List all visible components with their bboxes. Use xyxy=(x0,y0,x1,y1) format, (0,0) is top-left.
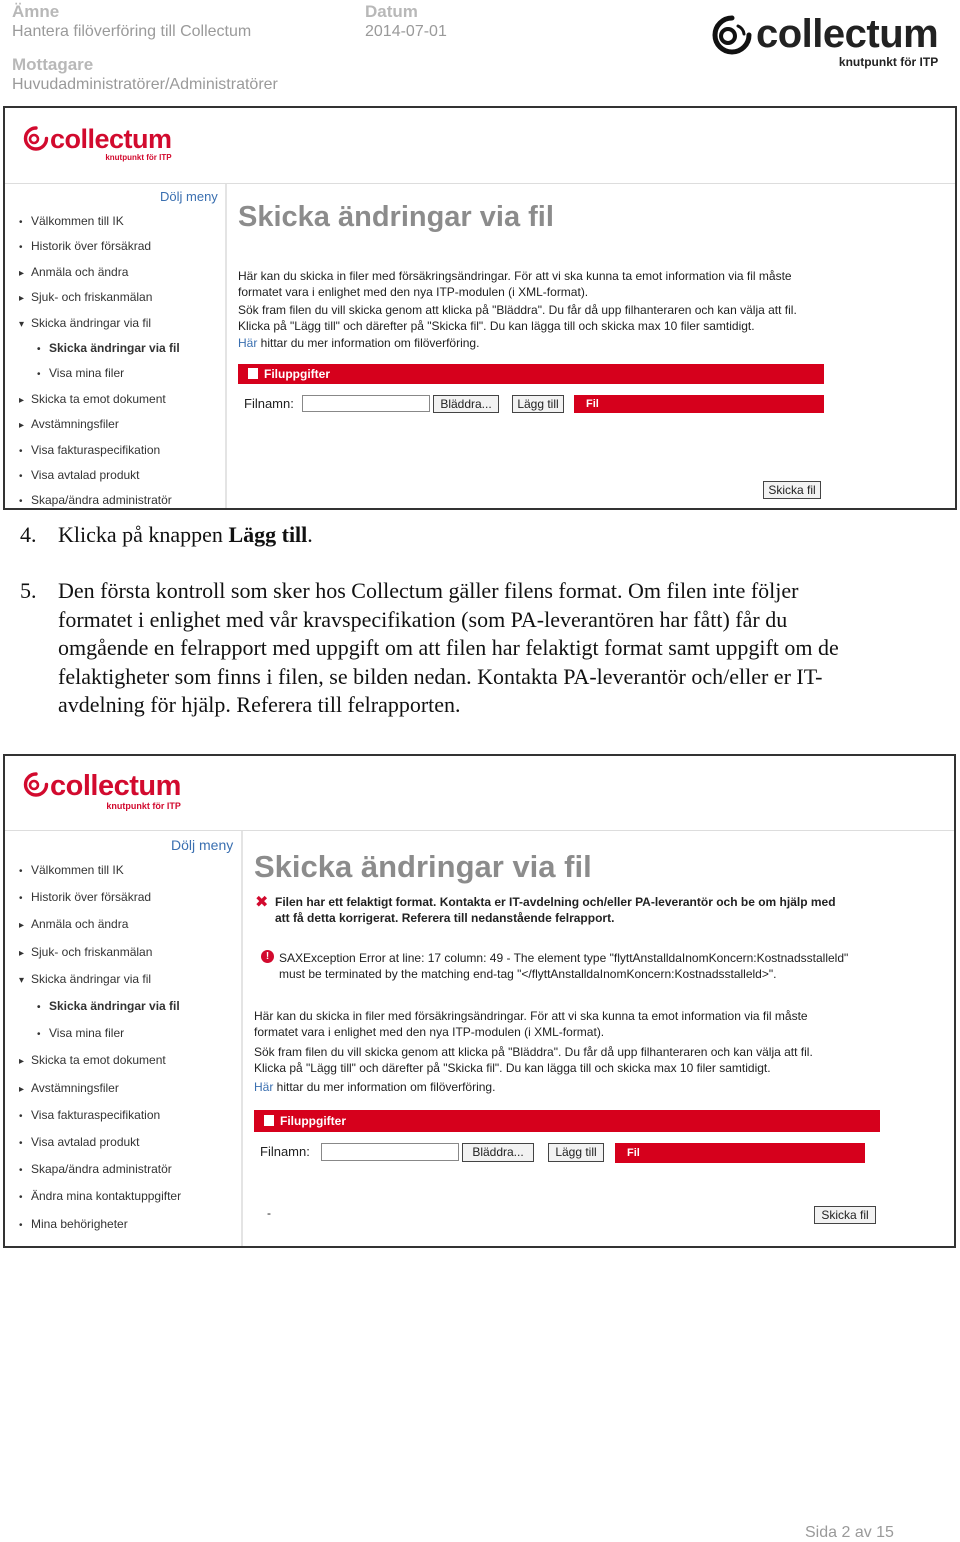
bullet-icon: • xyxy=(19,1110,23,1122)
caret-down-icon: ▾ xyxy=(19,974,25,986)
caret-right-icon: ▸ xyxy=(19,420,25,432)
sidebar-item[interactable] xyxy=(19,890,151,904)
warning-icon: ! xyxy=(261,950,274,963)
sidebar-item-label: Skicka ändringar via fil xyxy=(31,315,152,330)
caret-right-icon: ▸ xyxy=(19,920,25,932)
bullet-icon: • xyxy=(19,866,23,877)
sidebar-item[interactable] xyxy=(37,999,180,1013)
hide-menu-link[interactable]: Dölj meny xyxy=(171,837,234,853)
bullet-icon: • xyxy=(19,893,23,905)
recipient-value: Huvudadministratörer/Administratörer xyxy=(12,76,278,93)
sidebar-item-label: Historik över försäkrad xyxy=(31,890,152,905)
sidebar-item-label: Visa mina filer xyxy=(49,1026,125,1041)
sidebar-item-label: Skapa/ändra administratör xyxy=(31,1162,172,1177)
caret-right-icon: ▸ xyxy=(19,1083,25,1095)
step-5-text: Den första kontroll som sker hos Collectum gäller filens format. Om filen inte följer formatet i enlighet med vår kravspecifikation (som PA-leverantören har fått) får du omgående en felrapport med uppgift om att filen har felaktigt format samt uppgift om de felaktigheter som finns i filen, se bilden nedan. Kontakta PA-leverantör och/eller er IT- avdelning för hjälp. Referera till felrapporten. xyxy=(58,578,839,717)
bullet-icon: • xyxy=(37,344,41,355)
document-icon xyxy=(248,368,258,379)
caret-down-icon: ▾ xyxy=(19,318,25,330)
bullet-icon: • xyxy=(19,496,23,508)
file-list-empty-dash: - xyxy=(267,1206,271,1220)
file-list-bar: Fil xyxy=(615,1143,865,1163)
step-5 xyxy=(20,577,945,720)
sidebar-item[interactable] xyxy=(19,316,151,330)
sidebar-item[interactable] xyxy=(19,1135,140,1149)
sidebar-item[interactable] xyxy=(19,917,128,931)
subject-value: Hantera filöverföring till Collectum xyxy=(12,23,252,40)
logo-tagline: knutpunkt för ITP xyxy=(106,801,181,811)
logo-word: collectum xyxy=(50,124,172,154)
sidebar-item-label: Välkommen till IK xyxy=(31,863,124,877)
sidebar-item[interactable] xyxy=(19,392,166,406)
sidebar-item-label: Mina behörigheter xyxy=(31,1216,128,1231)
more-info-link[interactable]: Här xyxy=(238,336,258,350)
hide-menu-link[interactable]: Dölj meny xyxy=(160,189,218,204)
sidebar-item[interactable] xyxy=(19,417,119,431)
bullet-icon: • xyxy=(19,471,23,482)
site-logo[interactable] xyxy=(23,772,181,811)
collectum-logo-mark-icon xyxy=(23,772,49,798)
page-title: Skicka ändringar via fil xyxy=(254,849,592,884)
bullet-icon: • xyxy=(19,1192,23,1204)
sidebar-item[interactable] xyxy=(37,1026,124,1040)
sidebar-item[interactable] xyxy=(19,290,152,304)
sidebar-item-label: Välkommen till IK xyxy=(31,214,124,228)
site-header xyxy=(5,756,954,831)
sidebar-item-label: Ändra mina kontaktuppgifter xyxy=(31,1189,182,1204)
error-message: Filen har ett felaktigt format. Kontakta er IT-avdelning och/eller PA-leverantör och be om hjälp med att få detta korrigerat. Referera till nedanstående felrapport. xyxy=(275,895,836,925)
sidebar-item[interactable] xyxy=(19,1108,160,1122)
file-details-bar: Filuppgifter xyxy=(254,1110,880,1132)
browse-button[interactable]: Bläddra... xyxy=(462,1143,534,1162)
bullet-icon: • xyxy=(37,369,41,381)
sidebar-item-label: Visa fakturaspecifikation xyxy=(31,1107,161,1122)
sidebar-item[interactable] xyxy=(19,945,152,959)
instructions-paragraph: Sök fram filen du vill skicka genom att klicka på "Bläddra". Du får då upp filhanteraren och kan välja att fil. Klicka på "Lägg till" och därefter på "Skicka fil". Du kan lägga till och skicka max 10 filer samtidigt. xyxy=(238,303,797,333)
sidebar-item-label: Skicka ändringar via fil xyxy=(49,341,180,355)
caret-right-icon: ▸ xyxy=(19,267,25,279)
sidebar-item-label: Anmäla och ändra xyxy=(31,917,129,932)
sidebar-item-label: Sjuk- och friskanmälan xyxy=(31,944,153,959)
sidebar-item-label: Skicka ändringar via fil xyxy=(49,999,180,1013)
sidebar-item[interactable] xyxy=(19,1162,172,1176)
page-title: Skicka ändringar via fil xyxy=(238,201,554,233)
file-details-bar: Filuppgifter xyxy=(238,364,824,384)
screenshot-error-report xyxy=(3,754,956,1248)
sidebar-item[interactable] xyxy=(19,863,124,877)
sidebar-item[interactable] xyxy=(19,265,128,279)
send-file-button[interactable]: Skicka fil xyxy=(763,481,821,499)
bullet-icon: • xyxy=(19,445,23,457)
sidebar xyxy=(5,831,243,1246)
bullet-icon: • xyxy=(37,1002,41,1013)
sidebar xyxy=(5,184,227,508)
site-header xyxy=(5,108,955,184)
error-x-icon: ✖ xyxy=(255,894,269,911)
collectum-logo-mark-icon xyxy=(23,126,49,152)
screenshot-upload-form xyxy=(3,106,957,510)
bullet-icon: • xyxy=(19,1219,23,1231)
filename-input[interactable] xyxy=(321,1143,459,1161)
sidebar-item[interactable] xyxy=(19,1053,166,1067)
bullet-icon: • xyxy=(19,217,23,228)
sidebar-item[interactable] xyxy=(37,341,180,355)
sax-error-details: SAXException Error at line: 17 column: 49 - The element type "flyttAnstalldaInomKoncern:Kostnadsstalleld" must be terminated by the matching end-tag "</flyttAnstalldaInomKoncern:Kostnadsstalleld>". xyxy=(279,951,849,981)
step-4-text: Klicka på knappen Lägg till. xyxy=(58,522,313,547)
sidebar-item-label: Avstämningsfiler xyxy=(31,417,119,432)
sidebar-item-label: Skicka ändringar via fil xyxy=(31,971,152,986)
add-button[interactable]: Lägg till xyxy=(512,395,564,413)
sidebar-item-label: Visa mina filer xyxy=(49,366,125,381)
sidebar-item-label: Avstämningsfiler xyxy=(31,1080,119,1095)
more-info-line: Här hittar du mer information om filöverföring. xyxy=(254,1080,496,1094)
file-list-bar: Fil xyxy=(574,395,824,413)
send-file-button[interactable]: Skicka fil xyxy=(814,1206,876,1224)
sidebar-item-label: Anmäla och ändra xyxy=(31,264,129,279)
sidebar-item[interactable] xyxy=(19,239,151,253)
sidebar-item-label: Historik över försäkrad xyxy=(31,239,152,254)
sidebar-item-label: Skicka ta emot dokument xyxy=(31,1053,166,1068)
browse-button[interactable]: Bläddra... xyxy=(433,395,499,413)
sidebar-item[interactable] xyxy=(19,1189,181,1203)
document-icon xyxy=(264,1115,274,1126)
instructions-paragraph: Sök fram filen du vill skicka genom att klicka på "Bläddra". Du får då upp filhanteraren och kan välja att fil. Klicka på "Lägg till" och därefter på "Skicka fil". Du kan lägga till och skicka max 10 filer samtidigt. xyxy=(254,1045,813,1075)
site-logo[interactable] xyxy=(23,126,172,162)
sidebar-item[interactable] xyxy=(37,366,124,380)
date-label: Datum xyxy=(365,2,418,21)
recipient-label: Mottagare xyxy=(12,55,94,74)
sidebar-item-label: Visa fakturaspecifikation xyxy=(31,442,161,457)
logo-tagline: knutpunkt för ITP xyxy=(838,55,939,69)
collectum-logo-mark-icon xyxy=(710,14,754,56)
bullet-icon: • xyxy=(19,1138,23,1149)
logo-tagline: knutpunkt för ITP xyxy=(105,153,172,162)
caret-right-icon: ▸ xyxy=(19,293,25,305)
caret-right-icon: ▸ xyxy=(19,394,25,406)
sidebar-item[interactable] xyxy=(19,972,151,986)
collectum-logo xyxy=(710,14,938,68)
bullet-icon: • xyxy=(19,1165,23,1177)
bullet-icon: • xyxy=(37,1029,41,1041)
sidebar-item[interactable] xyxy=(19,214,124,228)
intro-paragraph: Här kan du skicka in filer med försäkringsändringar. För att vi ska kunna ta emot information via fil måste formatet vara i enlighet med den nya ITP-modulen (i XML-format). xyxy=(254,1009,808,1039)
sidebar-item-label: Skicka ta emot dokument xyxy=(31,391,166,406)
sidebar-item-label: Visa avtalad produkt xyxy=(31,1135,140,1149)
filename-label: Filnamn: xyxy=(244,396,294,411)
sidebar-item-label: Skapa/ändra administratör xyxy=(31,493,172,508)
step-4-number: 4. xyxy=(20,522,37,547)
logo-word: collectum xyxy=(50,770,181,802)
sidebar-item[interactable] xyxy=(19,468,140,482)
sidebar-item[interactable] xyxy=(19,443,160,457)
subject-label: Ämne xyxy=(12,2,60,21)
sidebar-item-label: Sjuk- och friskanmälan xyxy=(31,290,153,305)
step-4 xyxy=(20,521,940,550)
add-button[interactable]: Lägg till xyxy=(548,1143,604,1162)
sidebar-item-label: Visa avtalad produkt xyxy=(31,468,140,482)
page-number: Sida 2 av 15 xyxy=(805,1524,894,1541)
step-5-number: 5. xyxy=(20,578,37,603)
sidebar-item[interactable] xyxy=(19,1217,128,1231)
filename-input[interactable] xyxy=(302,395,430,412)
sidebar-item[interactable] xyxy=(19,493,172,507)
filename-label: Filnamn: xyxy=(260,1144,310,1159)
caret-right-icon: ▸ xyxy=(19,947,25,959)
caret-right-icon: ▸ xyxy=(19,1056,25,1068)
bullet-icon: • xyxy=(19,242,23,254)
logo-word: collectum xyxy=(756,12,939,56)
date-value: 2014-07-01 xyxy=(365,23,447,40)
sidebar-item[interactable] xyxy=(19,1081,119,1095)
more-info-link[interactable]: Här xyxy=(254,1080,274,1094)
more-info-line: Här hittar du mer information om filöverföring. xyxy=(238,336,480,350)
intro-paragraph: Här kan du skicka in filer med försäkringsändringar. För att vi ska kunna ta emot information via fil måste formatet vara i enlighet med den nya ITP-modulen (i XML-format). xyxy=(238,269,792,299)
